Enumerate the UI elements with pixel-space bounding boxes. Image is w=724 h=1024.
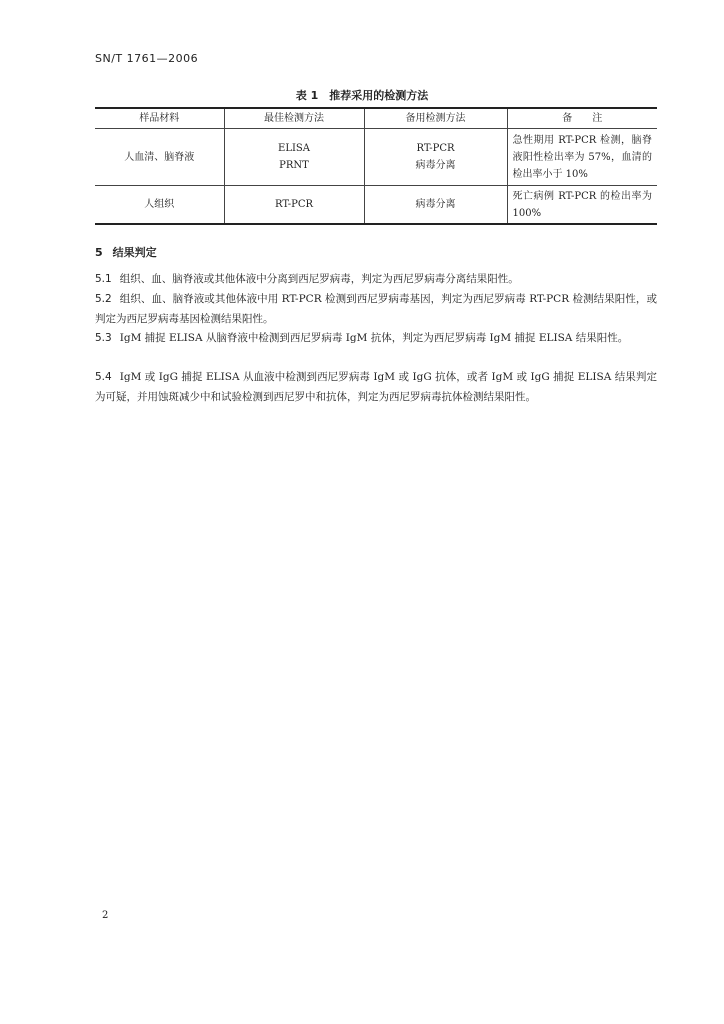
table-row — [95, 186, 657, 225]
cell-note: 死亡病例 RT-PCR 的检出率为 100% — [507, 186, 657, 225]
section-heading — [95, 244, 167, 260]
column-header-backup-method: 备用检测方法 — [364, 108, 507, 129]
clause-text: 组织、血、脑脊液或其他体液中分离到西尼罗病毒，判定为西尼罗病毒分离结果阳性。 — [119, 273, 519, 285]
best-method-line: ELISA — [278, 143, 310, 154]
clause-5-3 — [95, 328, 657, 348]
standard-code: SN/T 1761—2006 — [95, 52, 199, 65]
clause-5-2 — [95, 289, 657, 329]
table-row — [95, 129, 657, 186]
detection-methods-table — [95, 107, 657, 225]
cell-material: 人血清、脑脊液 — [95, 129, 224, 186]
cell-backup-method — [364, 129, 507, 186]
column-header-note: 备 注 — [507, 108, 657, 129]
clause-5-1 — [95, 269, 657, 289]
backup-method-line: RT-PCR — [416, 143, 455, 154]
column-header-best-method: 最佳检测方法 — [224, 108, 364, 129]
clause-number: 5.1 — [95, 273, 112, 285]
clause-text: 组织、血、脑脊液或其他体液中用 RT-PCR 检测到西尼罗病毒基因，判定为西尼罗病毒 RT-PCR 检测结果阳性，或判定为西尼罗病毒基因检测结果阳性。 — [95, 293, 657, 325]
page-number: 2 — [102, 910, 109, 921]
clause-text: IgM 捕捉 ELISA 从脑脊液中检测到西尼罗病毒 IgM 抗体，判定为西尼罗病毒 IgM 捕捉 ELISA 结果阳性。 — [119, 332, 629, 344]
clause-number: 5.4 — [95, 371, 112, 383]
table-header-row — [95, 108, 657, 129]
section-number: 5 — [95, 246, 103, 259]
section-title: 结果判定 — [112, 246, 157, 259]
clause-number: 5.3 — [95, 332, 112, 344]
cell-best-method: RT-PCR — [224, 186, 364, 225]
best-method-line: PRNT — [279, 160, 309, 171]
cell-backup-method: 病毒分离 — [364, 186, 507, 225]
cell-note: 急性期用 RT-PCR 检测，脑脊液阳性检出率为 57%，血清的检出率小于 10% — [507, 129, 657, 186]
backup-method-line: 病毒分离 — [415, 160, 456, 171]
table-title: 表 1 推荐采用的检测方法 — [295, 89, 429, 102]
clause-number: 5.2 — [95, 293, 112, 305]
cell-best-method — [224, 129, 364, 186]
clause-text: IgM 或 IgG 捕捉 ELISA 从血液中检测到西尼罗病毒 IgM 或 IgG 抗体，或者 IgM 或 IgG 捕捉 ELISA 结果判定为可疑，并用蚀斑减少中和试验检测到西尼罗中和抗体，判定为西尼罗病毒抗体检测结果阳性。 — [95, 371, 657, 403]
column-header-material: 样品材料 — [95, 108, 224, 129]
cell-material: 人组织 — [95, 186, 224, 225]
clause-5-4 — [95, 367, 657, 407]
